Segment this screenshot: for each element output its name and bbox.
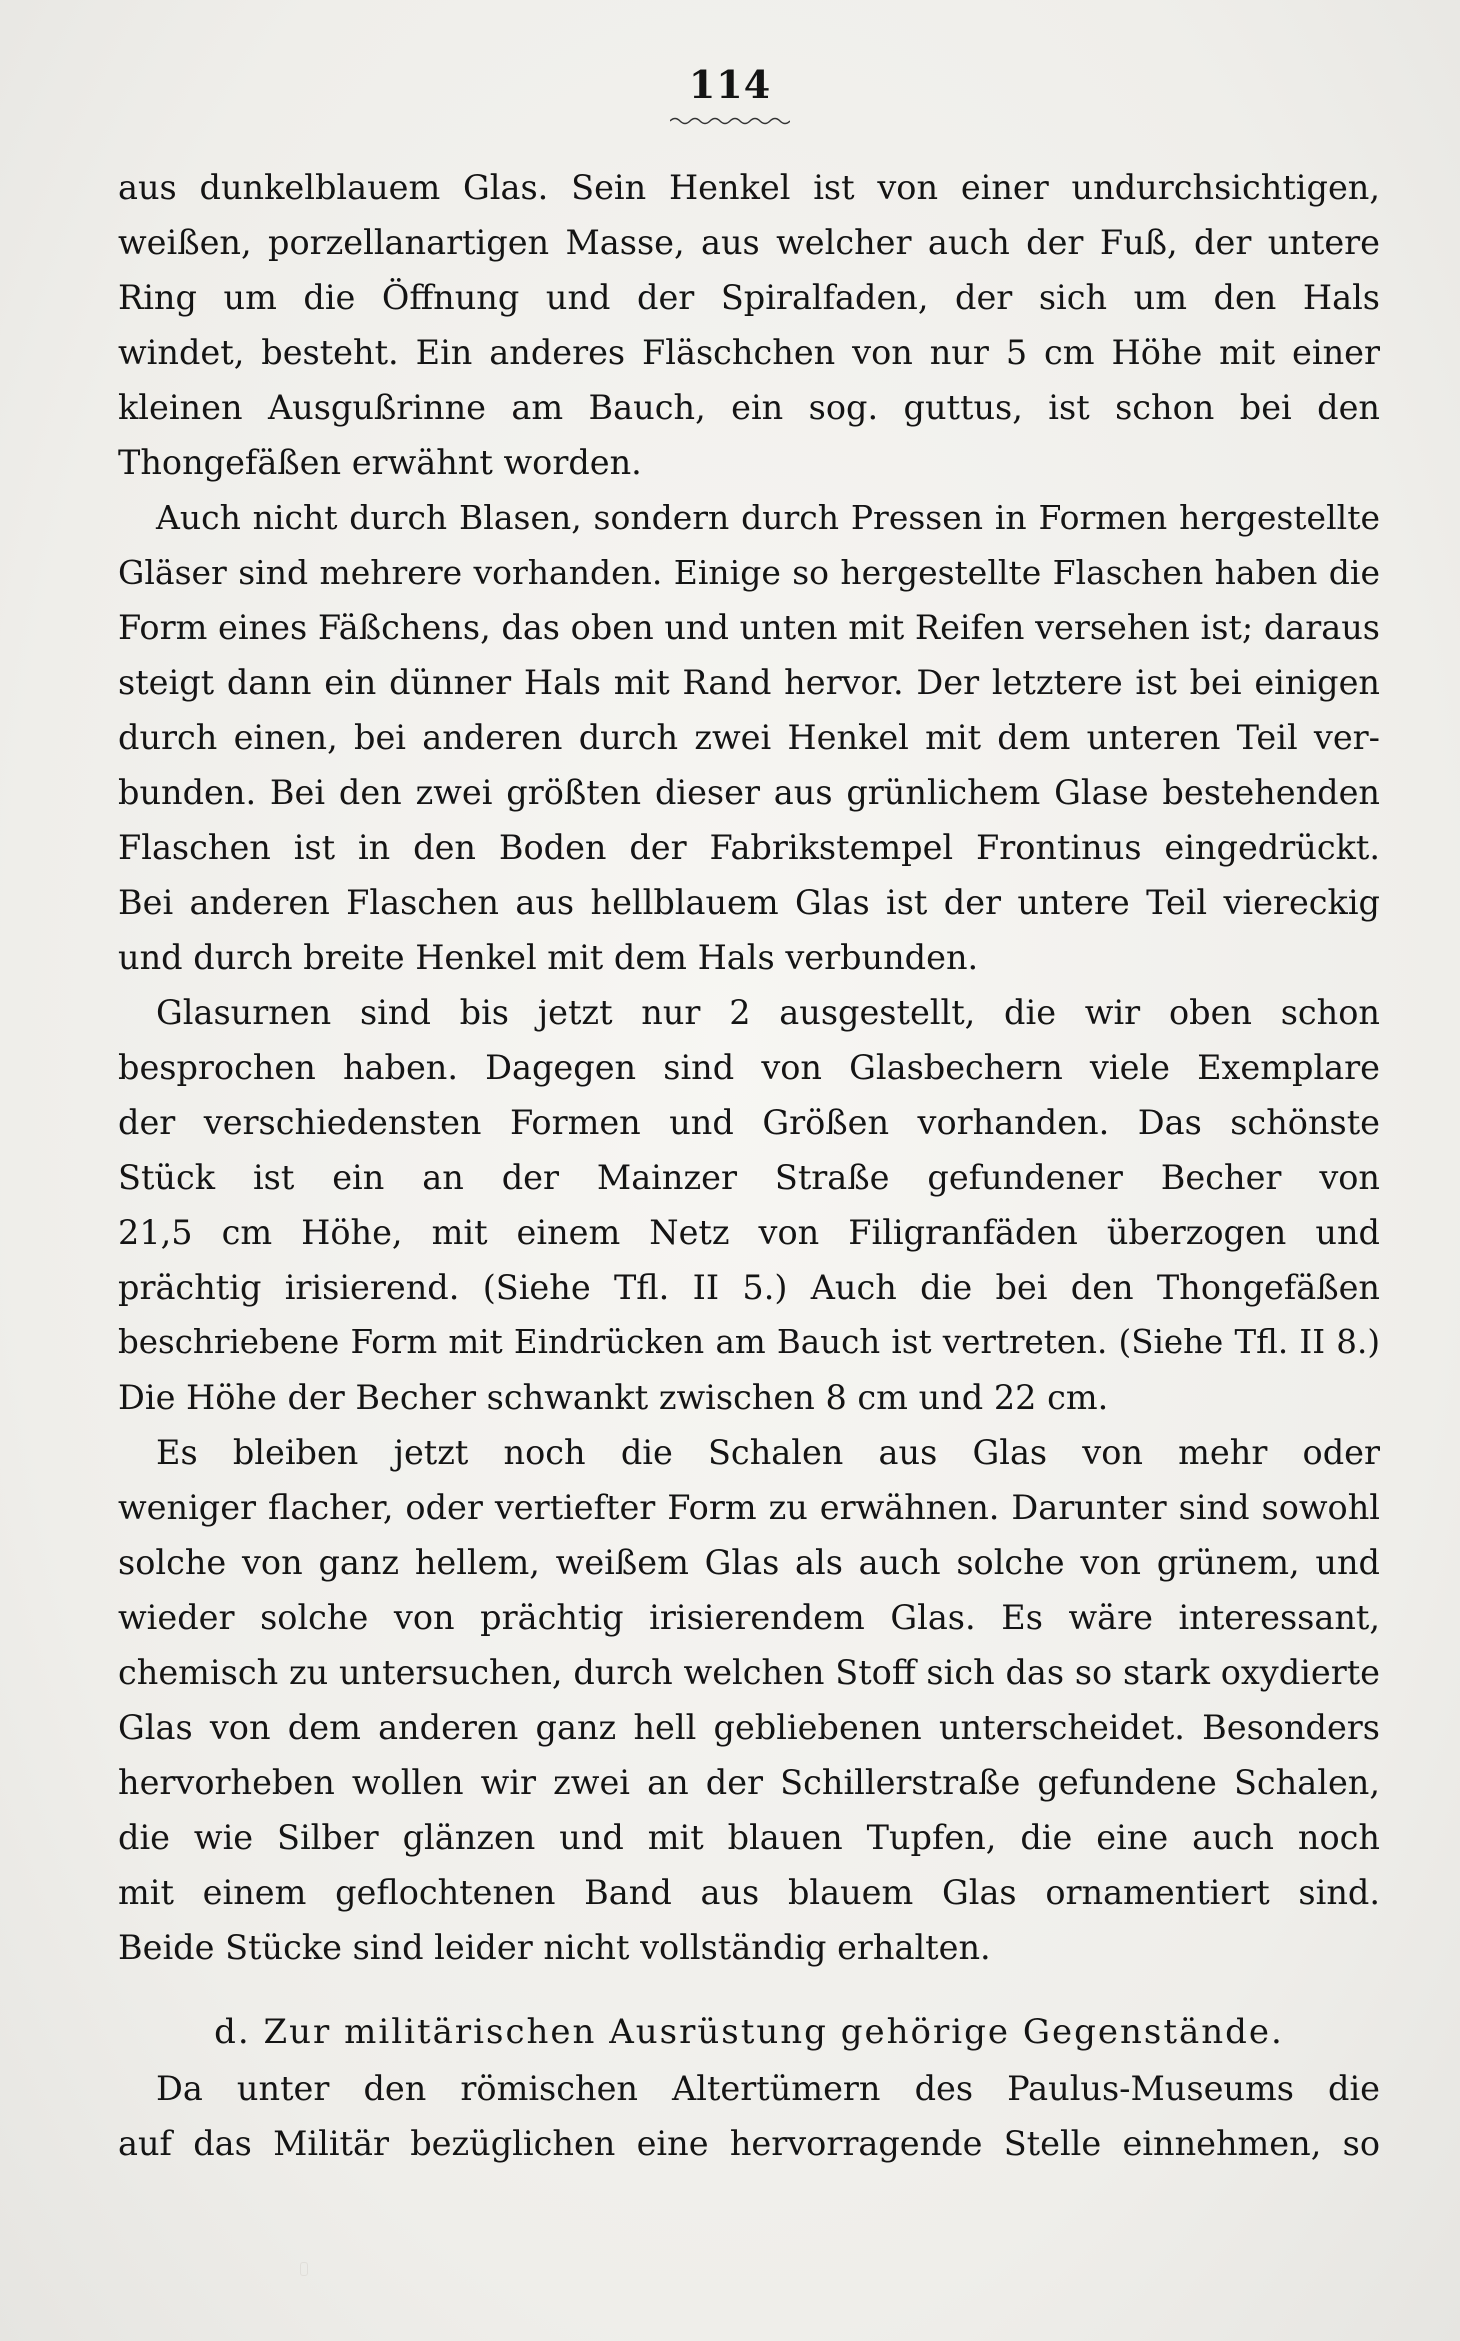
text-line: der verschiedensten Formen und Größen vorhanden. Das schönste (118, 1103, 1380, 1142)
text-line: windet, besteht. Ein anderes Fläschchen von nur 5 cm Höhe mit einer (118, 333, 1380, 372)
text-line: auf das Militär bezüglichen eine hervorragende Stelle einnehmen, so (118, 2124, 1380, 2163)
text-line: Form eines Fäßchens, das oben und unten mit Reifen versehen ist; daraus (118, 608, 1380, 647)
text-line: steigt dann ein dünner Hals mit Rand hervor. Der letztere ist bei einigen (118, 663, 1380, 702)
text-line: weniger flacher, oder vertiefter Form zu erwähnen. Darunter sind sowohl (118, 1488, 1380, 1527)
section-heading: d. Zur militärischen Ausrüstung gehörige Gegenstände. (214, 2012, 1284, 2052)
text-line: besprochen haben. Dagegen sind von Glasbechern viele Exemplare (118, 1048, 1380, 1087)
text-line: Da unter den römischen Altertümern des Paulus-Museums die (156, 2069, 1380, 2108)
text-line: solche von ganz hellem, weißem Glas als auch solche von grünem, und (118, 1543, 1380, 1582)
text-line: beschriebene Form mit Eindrücken am Bauch ist vertreten. (Siehe Tfl. II 8.) (118, 1323, 1380, 1361)
text-line: Gläser sind mehrere vorhanden. Einige so hergestellte Flaschen haben die (118, 553, 1380, 592)
text-line: 21,5 cm Höhe, mit einem Netz von Filigranfäden überzogen und (118, 1213, 1380, 1252)
text-line: hervorheben wollen wir zwei an der Schillerstraße gefundene Schalen, (118, 1763, 1380, 1802)
text-line: Thongefäßen erwähnt worden. (118, 443, 642, 482)
section-gap (118, 1975, 1380, 2003)
text-line: kleinen Ausgußrinne am Bauch, ein sog. guttus, ist schon bei den (118, 388, 1380, 427)
text-line: Glas von dem anderen ganz hell gebliebenen unterscheidet. Besonders (118, 1708, 1380, 1747)
text-line: Es bleiben jetzt noch die Schalen aus Glas von mehr oder (156, 1433, 1380, 1472)
text-line: weißen, porzellanartigen Masse, aus welcher auch der Fuß, der untere (118, 223, 1380, 262)
text-line: Stück ist ein an der Mainzer Straße gefundener Becher von (118, 1158, 1380, 1197)
text-line: mit einem geflochtenen Band aus blauem Glas ornamentiert sind. (118, 1873, 1380, 1912)
text-line: bunden. Bei den zwei größten dieser aus grünlichem Glase bestehenden (118, 773, 1380, 812)
text-line: Bei anderen Flaschen aus hellblauem Glas ist der untere Teil viereckig (118, 883, 1380, 922)
text-line: durch einen, bei anderen durch zwei Henkel mit dem unteren Teil ver- (118, 718, 1380, 757)
page-number-ornament (670, 116, 790, 126)
text-line: die wie Silber glänzen und mit blauen Tupfen, die eine auch noch (118, 1818, 1380, 1857)
text-line: chemisch zu untersuchen, durch welchen Stoff sich das so stark oxydierte (118, 1653, 1380, 1692)
text-line: und durch breite Henkel mit dem Hals verbunden. (118, 938, 979, 977)
paper-blemish (300, 2262, 308, 2276)
text-line: Beide Stücke sind leider nicht vollständig erhalten. (118, 1928, 991, 1967)
text-line: Ring um die Öffnung und der Spiralfaden, der sich um den Hals (118, 278, 1380, 317)
text-line: Die Höhe der Becher schwankt zwischen 8 cm und 22 cm. (118, 1378, 1109, 1417)
text-line: wieder solche von prächtig irisierendem Glas. Es wäre interessant, (118, 1598, 1380, 1637)
text-line: Auch nicht durch Blasen, sondern durch Pressen in Formen hergestellte (156, 498, 1380, 537)
text-line: prächtig irisierend. (Siehe Tfl. II 5.) Auch die bei den Thongefäßen (118, 1268, 1380, 1307)
body-text (118, 160, 1380, 2171)
text-line: Flaschen ist in den Boden der Fabrikstempel Frontinus eingedrückt. (118, 828, 1380, 867)
page-number: 114 (688, 62, 772, 107)
text-line: aus dunkelblauem Glas. Sein Henkel ist von einer undurchsichtigen, (118, 168, 1380, 207)
text-line: Glasurnen sind bis jetzt nur 2 ausgestellt, die wir oben schon (156, 993, 1380, 1032)
